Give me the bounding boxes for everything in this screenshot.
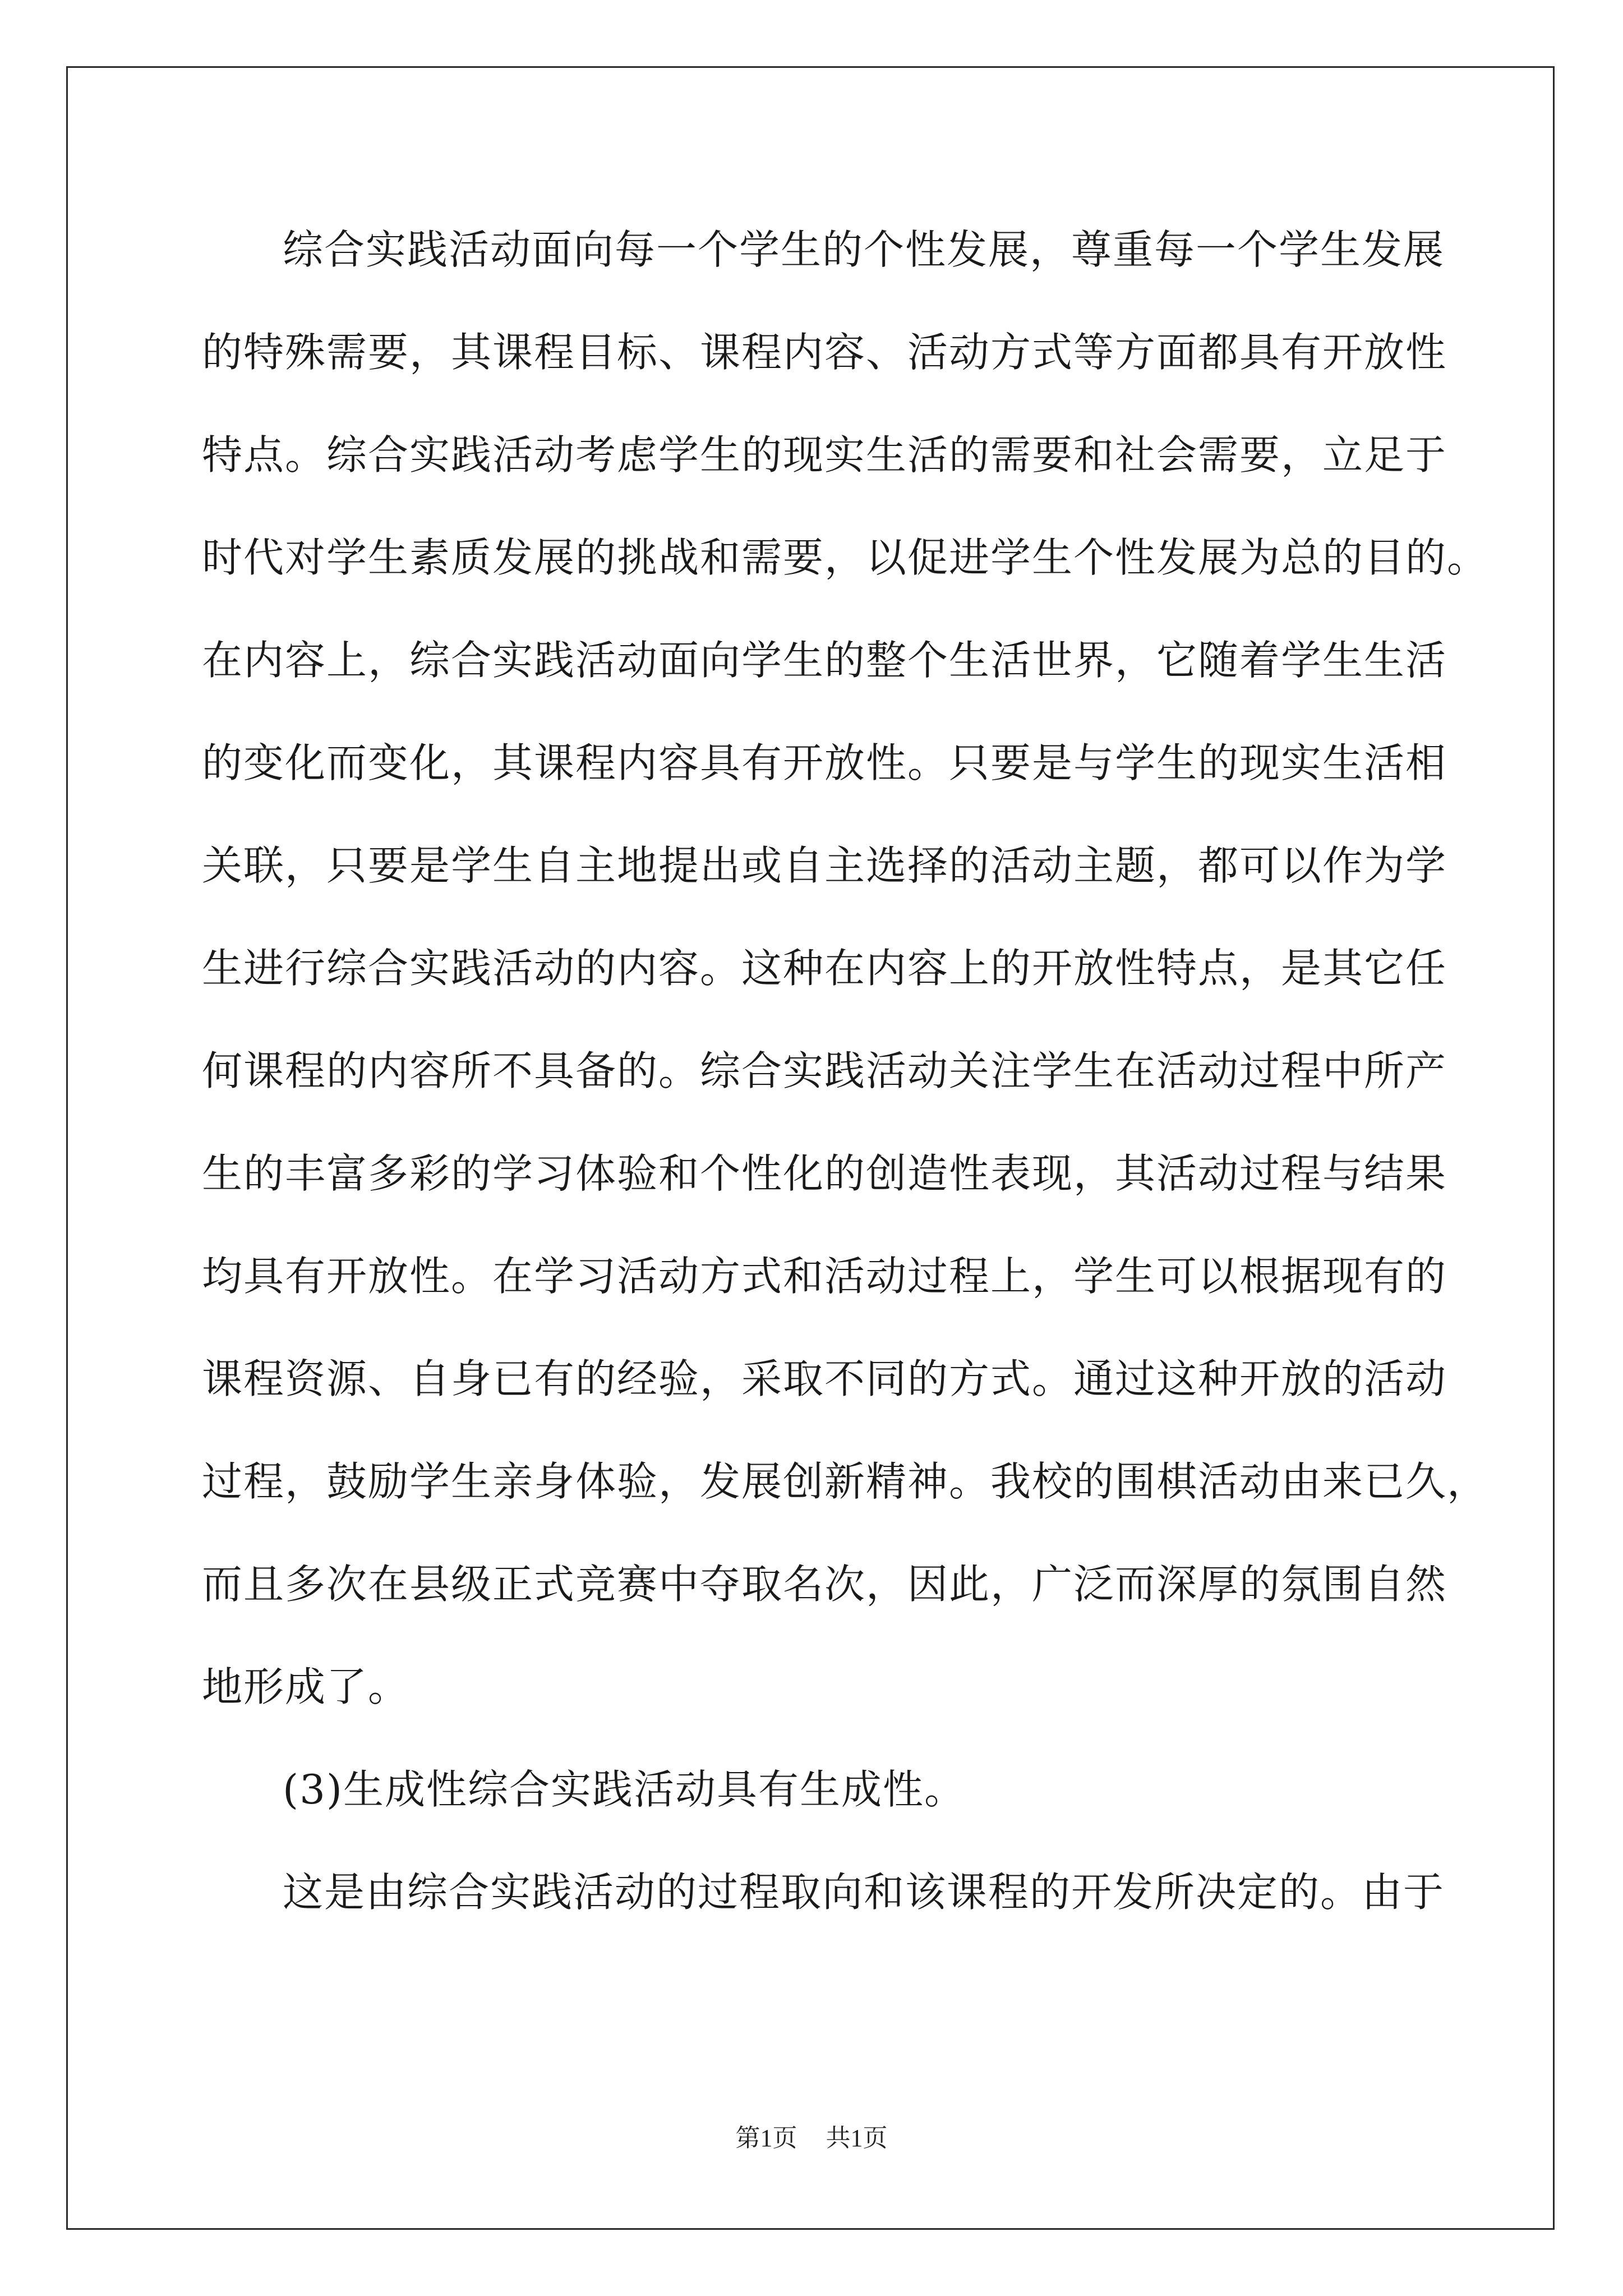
page-footer — [0, 2118, 1623, 2154]
page-number: 第1页 — [735, 2124, 797, 2152]
page-total: 共1页 — [826, 2124, 888, 2152]
paragraph-line: 生的丰富多彩的学习体验和个性化的创造性表现，其活动过程与结果 — [202, 1150, 1447, 1197]
paragraph-line: 在内容上，综合实践活动面向学生的整个生活世界，它随着学生生活 — [202, 637, 1447, 684]
paragraph-line: 而且多次在县级正式竞赛中夺取名次，因此，广泛而深厚的氛围自然 — [202, 1561, 1447, 1608]
paragraph-line: 何课程的内容所不具备的。综合实践活动关注学生在活动过程中所产 — [202, 1047, 1447, 1094]
paragraph-line: 时代对学生素质发展的挑战和需要，以促进学生个性发展为总的目的。 — [202, 534, 1489, 581]
paragraph-line: 特点。综合实践活动考虑学生的现实生活的需要和社会需要，立足于 — [202, 431, 1447, 478]
paragraph-line: 生进行综合实践活动的内容。这种在内容上的开放性特点，是其它任 — [202, 945, 1447, 992]
paragraph-line: 这是由综合实践活动的过程取向和该课程的开发所决定的。由于 — [283, 1869, 1445, 1916]
document-body — [202, 216, 1489, 1961]
paragraph-line: 过程，鼓励学生亲身体验，发展创新精神。我校的围棋活动由来已久， — [202, 1458, 1489, 1505]
paragraph-line: 的变化而变化，其课程内容具有开放性。只要是与学生的现实生活相 — [202, 739, 1447, 786]
paragraph-line: 的特殊需要，其课程目标、课程内容、活动方式等方面都具有开放性 — [202, 329, 1447, 376]
paragraph-line: 地形成了。 — [202, 1663, 410, 1710]
paragraph-line: 均具有开放性。在学习活动方式和活动过程上，学生可以根据现有的 — [202, 1253, 1447, 1300]
section-heading: (3)生成性综合实践活动具有生成性。 — [283, 1766, 966, 1813]
paragraph-line: 综合实践活动面向每一个学生的个性发展，尊重每一个学生发展 — [283, 226, 1445, 273]
paragraph-line: 关联，只要是学生自主地提出或自主选择的活动主题，都可以作为学 — [202, 842, 1447, 889]
paragraph-line: 课程资源、自身已有的经验，采取不同的方式。通过这种开放的活动 — [202, 1355, 1447, 1402]
